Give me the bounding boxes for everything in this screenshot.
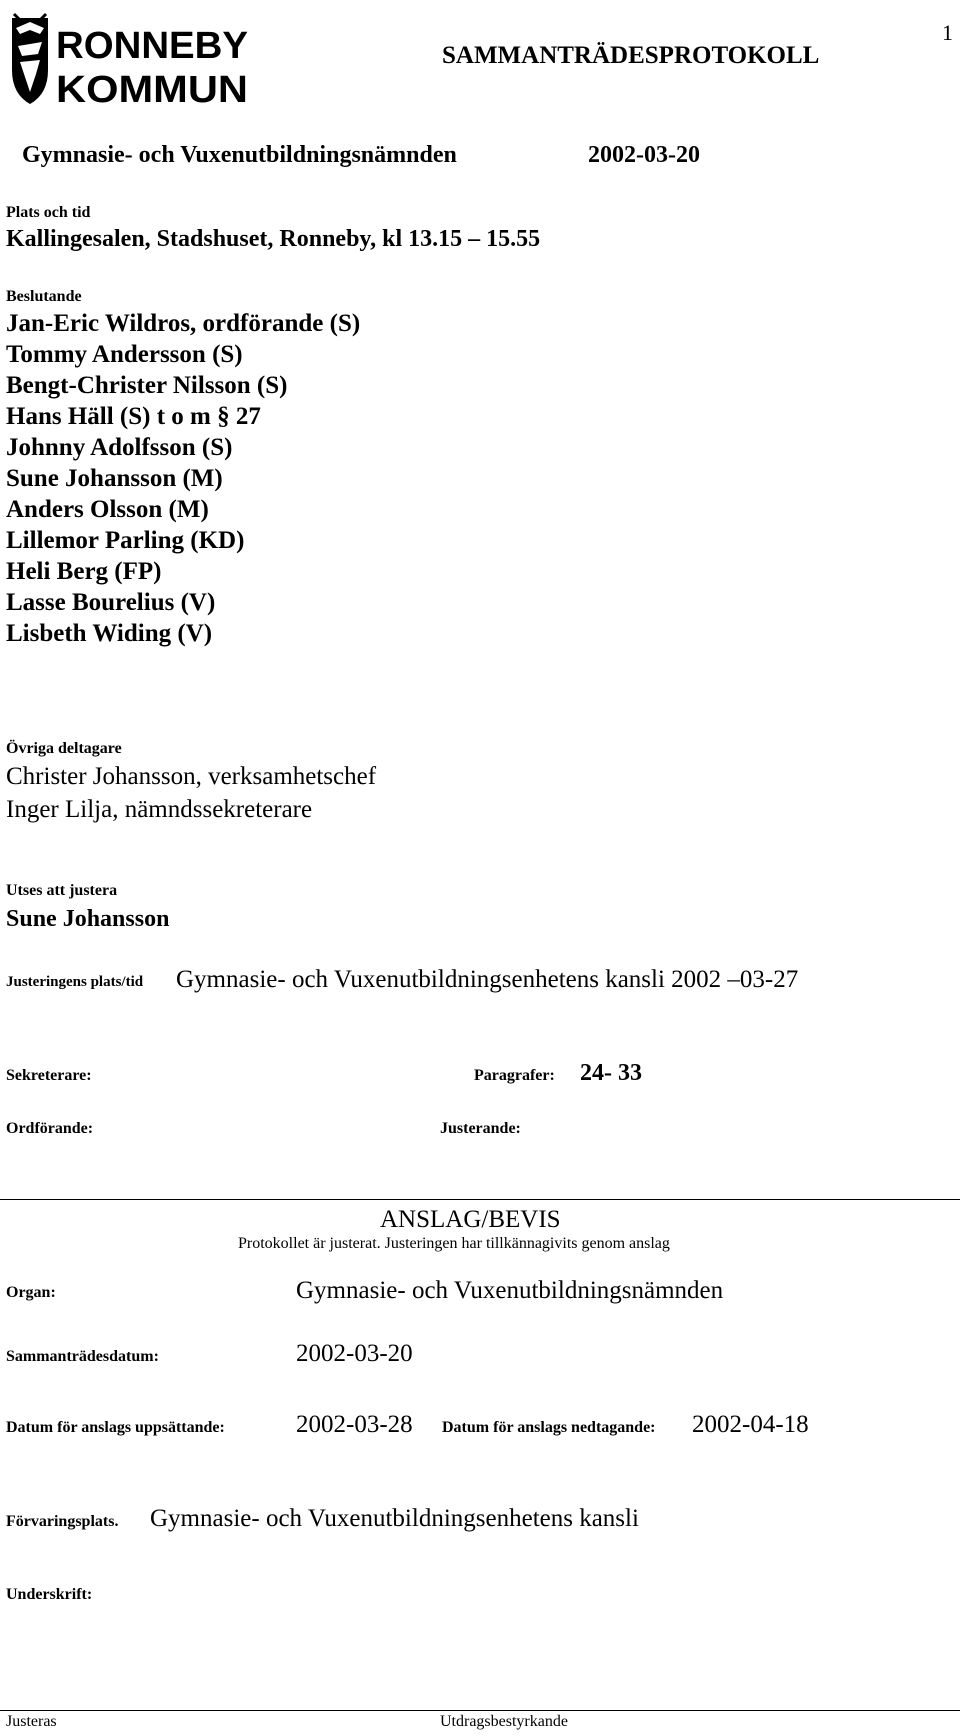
- meeting-date: 2002-03-20: [588, 142, 700, 168]
- page-number: 1: [942, 20, 953, 45]
- footer-adjusted-label: Justeras: [6, 1713, 57, 1730]
- notice-subtitle: Protokollet är justerat. Justeringen har tillkännagivits genom anslag: [238, 1235, 670, 1252]
- document-type-title: SAMMANTRÄDESPROTOKOLL: [442, 42, 820, 69]
- footer-certified-label: Utdragsbestyrkande: [440, 1713, 568, 1730]
- coat-of-arms-icon: [10, 12, 252, 110]
- notice-title: ANSLAG/BEVIS: [380, 1206, 561, 1233]
- posted-date-label: Datum för anslags uppsättande:: [6, 1419, 225, 1436]
- decision-makers-list: [6, 308, 360, 649]
- svg-text:KOMMUN: KOMMUN: [56, 69, 248, 110]
- removed-date-label: Datum för anslags nedtagande:: [442, 1419, 656, 1436]
- member-item: Anders Olsson (M): [6, 496, 209, 523]
- adjustment-place-label: Justeringens plats/tid: [6, 974, 144, 990]
- organ-label: Organ:: [6, 1284, 56, 1301]
- place-value: Kallingesalen, Stadshuset, Ronneby, kl 13.15 – 15.55: [6, 226, 541, 252]
- footer-divider: [0, 1710, 960, 1711]
- member-item: Tommy Andersson (S): [6, 341, 243, 368]
- storage-value: Gymnasie- och Vuxenutbildningsenhetens kansli: [150, 1505, 639, 1532]
- ronneby-kommun-logo: [10, 12, 252, 110]
- member-item: Johnny Adolfsson (S): [6, 434, 233, 461]
- secretary-label: Sekreterare:: [6, 1067, 92, 1084]
- meeting-date-value: 2002-03-20: [296, 1340, 413, 1367]
- participant-item: Christer Johansson, verksamhetschef: [6, 763, 377, 790]
- posted-date-value: 2002-03-28: [296, 1411, 413, 1438]
- member-item: Lisbeth Widing (V): [6, 620, 213, 647]
- committee-name: Gymnasie- och Vuxenutbildningsnämnden: [22, 142, 457, 168]
- adjuster-value: Sune Johansson: [6, 906, 170, 932]
- chairman-label: Ordförande:: [6, 1120, 94, 1137]
- participant-item: Inger Lilja, nämndssekreterare: [6, 796, 313, 823]
- other-participants-label: Övriga deltagare: [6, 740, 122, 757]
- paragraphs-label: Paragrafer:: [474, 1067, 555, 1084]
- other-participants-list: [6, 760, 376, 826]
- member-item: Lasse Bourelius (V): [6, 589, 216, 616]
- decision-makers-label: Beslutande: [6, 288, 82, 305]
- signature-label: Underskrift:: [6, 1586, 93, 1603]
- adjustment-place-value: Gymnasie- och Vuxenutbildningsenhetens kansli 2002 –03-27: [176, 966, 799, 993]
- member-item: Sune Johansson (M): [6, 465, 223, 492]
- adjusting-member-label: Justerande:: [440, 1120, 521, 1137]
- member-item: Lillemor Parling (KD): [6, 527, 245, 554]
- adjuster-label: Utses att justera: [6, 882, 118, 899]
- storage-label: Förvaringsplats.: [6, 1513, 119, 1530]
- section-divider: [0, 1199, 960, 1200]
- member-item: Bengt-Christer Nilsson (S): [6, 372, 288, 399]
- removed-date-value: 2002-04-18: [692, 1411, 809, 1438]
- organ-value: Gymnasie- och Vuxenutbildningsnämnden: [296, 1277, 724, 1304]
- member-item: Hans Häll (S) t o m § 27: [6, 403, 261, 430]
- meeting-date-label: Sammanträdesdatum:: [6, 1348, 159, 1365]
- place-label: Plats och tid: [6, 204, 91, 221]
- svg-text:RONNEBY: RONNEBY: [56, 25, 248, 67]
- paragraphs-value: 24- 33: [580, 1060, 642, 1086]
- member-item: Jan-Eric Wildros, ordförande (S): [6, 310, 361, 337]
- member-item: Heli Berg (FP): [6, 558, 162, 585]
